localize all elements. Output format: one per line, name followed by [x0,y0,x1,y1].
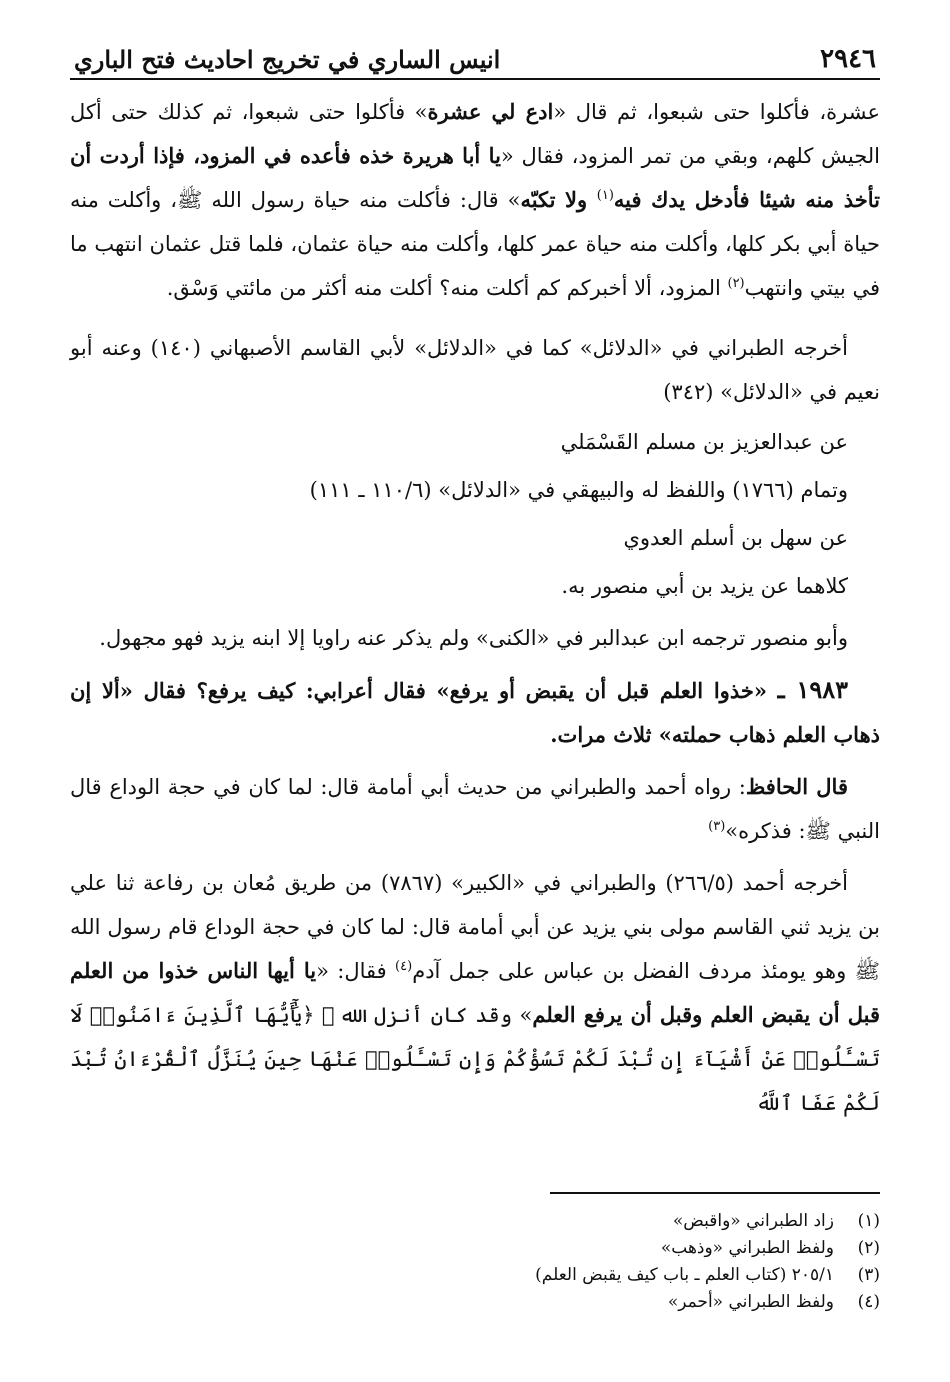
main-text [70,90,880,1125]
narrator-note: وأبو منصور ترجمه ابن عبدالبر في «الكنى» ولم يذكر عنه راويا إلا ابنه يزيد فهو مجهول. [99,626,848,650]
isnad-line: عن سهل بن أسلم العدوي [623,526,848,550]
footnote-marker-4: (٤) [395,959,413,974]
hadith-text-continued: عشرة، فأكلوا حتى شبعوا، ثم قال «ادع لي عشرة» فأكلوا حتى شبعوا، ثم كذلك حتى أكل الجيش كلهم، وبقي من تمر المزود، فقال «يا أبا هريرة خذه فأعده في المزود، فإذا أردت أن تأخذ منه شيئا فأدخل يدك فيه$^{(١)}$ ولا تكبّه» قال: فأكلت منه حياة رسول الله ﷺ، وأكلت منه حياة أبي بكر كلها، وأكلت منه حياة عمر كلها، وأكلت منه حياة عثمان، فلما قتل عثمان انتهب ما في بيتي وانتهب$^{(٢)}$ المزود، ألا أخبركم كم أكلت منه؟ أكلت منه أكثر من مائتي وَسْق. [70,99,880,300]
takhrij-paragraph: أخرجه أحمد (٢٦٦/٥) والطبراني في «الكبير» (٧٨٦٧) من طريق مُعان بن رفاعة ثنا علي بن يزيد ثني القاسم مولى بني يزيد عن أبي أمامة قال: لما كان في حجة الوداع قام رسول الله ﷺ وهو يومئذ مردف الفضل بن عباس على جمل آدم$^{(٤)}$ فقال: «يا أيها الناس خذوا من العلم قبل أن يقبض العلم وقبل أن يرفع العلم» وقد كان أنزل الله ﷻ ﴿يَٰٓأَيُّهَا ٱلَّذِينَ ءَامَنُوا۟ لَا تَسْـَٔلُوا۟ عَنْ أَشْيَآءَ إِن تُبْدَ لَكُمْ تَسُؤْكُمْ وَإِن تَسْـَٔلُوا۟ عَنْهَا حِينَ يُنَزَّلُ ٱلْقُرْءَانُ تُبْدَ لَكُمْ عَفَا ٱللَّهُ [70,871,880,1115]
hafiz-label: قال الحافظ [745,774,848,799]
isnad-line: وتمام (١٧٦٦) واللفظ له والبيهقي في «الدلائل» (١١٠/٦ ـ ١١١) [309,478,848,502]
page-number: ٢٩٤٦ [820,44,876,74]
footnote: (٢) ولفظ الطبراني «وذهب» [660,1238,880,1258]
hadith-entry: ١٩٨٣ ـ «خذوا العلم قبل أن يقبض أو يرفع» فقال أعرابي: كيف يرفع؟ فقال «ألا إن ذهاب العلم ذهاب حملته» ثلاث مرات. [70,675,880,747]
footnote-marker-1: (١) [596,188,614,203]
isnad-line: عن عبدالعزيز بن مسلم القَسْمَلي [560,430,848,454]
footnote-marker-3: (٣) [708,819,726,834]
footnote: (٣) ٢٠٥/١ (كتاب العلم ـ باب كيف يقبض العلم) [535,1265,880,1285]
hadith-number: ١٩٨٣ ـ [777,675,848,704]
footnote: (١) زاد الطبراني «واقبض» [672,1211,880,1231]
book-page [70,30,880,1360]
book-title: انيس الساري في تخريج احاديث فتح الباري [74,45,501,74]
running-header [70,30,880,80]
footnote-separator [550,1192,880,1194]
footnote: (٤) ولفظ الطبراني «أحمر» [667,1292,880,1312]
footnote-marker-2: (٢) [727,276,745,291]
isnad-line: كلاهما عن يزيد بن أبي منصور به. [561,574,848,598]
takhrij-paragraph: أخرجه الطبراني في «الدلائل» كما في «الدلائل» لأبي القاسم الأصبهاني (١٤٠) وعنه أبو نعيم في «الدلائل» (٣٤٢) [70,336,880,404]
hafiz-statement: قال الحافظ: رواه أحمد والطبراني من حديث أبي أمامة قال: لما كان في حجة الوداع قال النبي ﷺ: فذكره»$^{(٣)}$ [70,774,880,843]
footnotes [70,1208,880,1316]
